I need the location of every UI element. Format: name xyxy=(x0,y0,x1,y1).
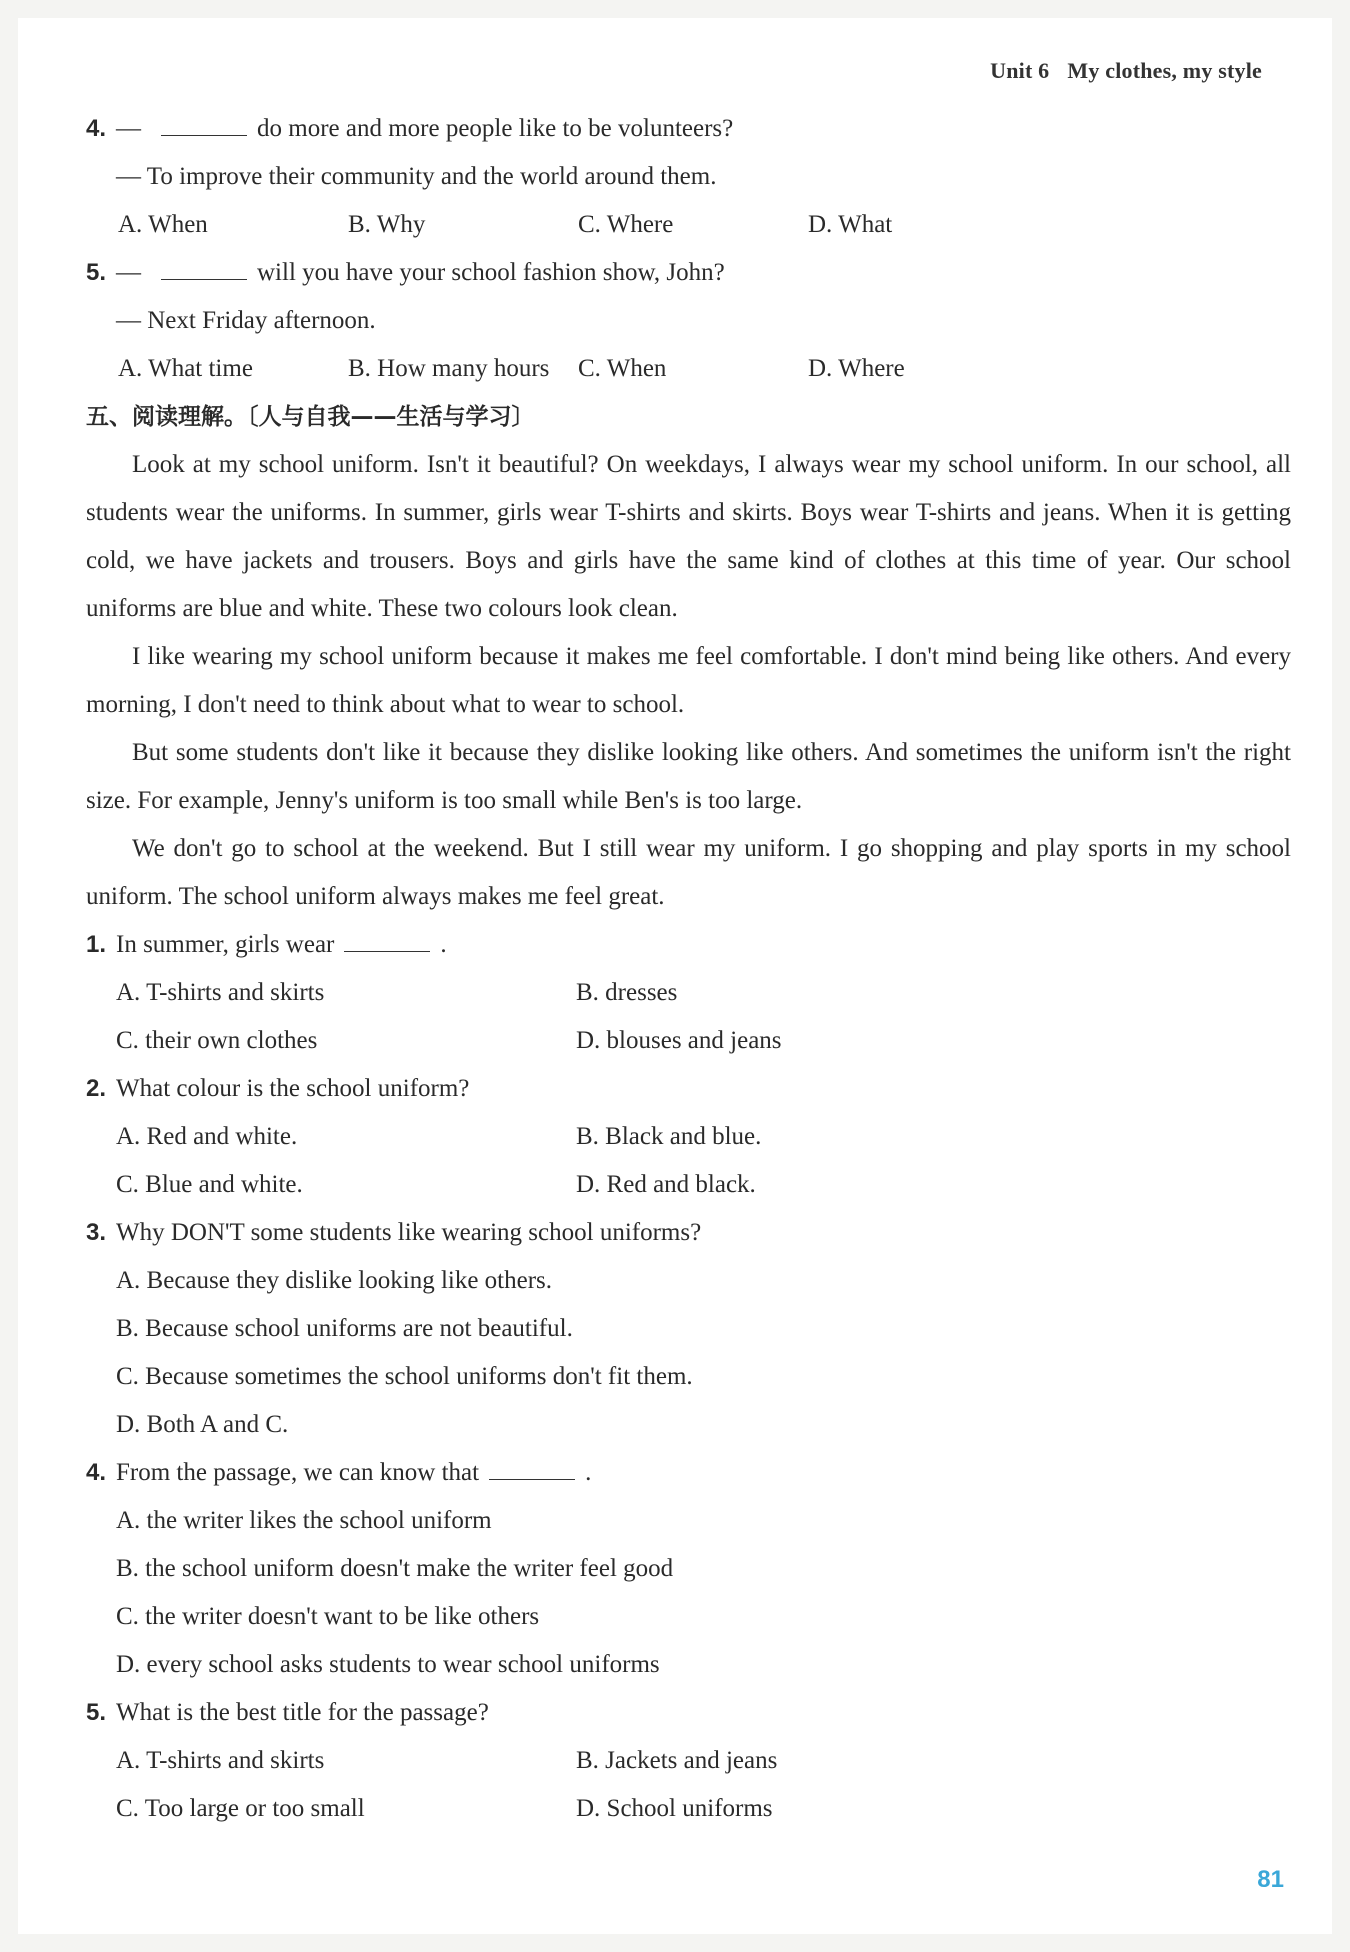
question-number: 4. xyxy=(86,115,107,142)
passage-paragraph: We don't go to school at the weekend. But I still wear my uniform. I go shopping and play sports in my school uniform. The school uniform always makes me feel great. xyxy=(86,835,1291,910)
question-stem xyxy=(86,1449,1291,1497)
page-header xyxy=(972,58,1262,84)
answer-line: — Next Friday afternoon. xyxy=(116,307,376,334)
option: D. Where xyxy=(808,355,905,382)
question-stem xyxy=(86,249,1291,297)
question-block xyxy=(86,105,1291,249)
question-text: will you have your school fashion show, John? xyxy=(257,259,725,286)
question-stem xyxy=(86,1065,1291,1113)
options-row xyxy=(86,201,1291,249)
options-row xyxy=(86,1161,1291,1209)
option: C. When xyxy=(578,355,667,382)
option: A. T-shirts and skirts xyxy=(116,979,325,1006)
question-text: From the passage, we can know that xyxy=(116,1459,480,1486)
question-stem xyxy=(86,921,1291,969)
page xyxy=(18,18,1332,1934)
questions-list xyxy=(86,921,1291,1833)
content xyxy=(86,105,1291,1833)
options-row xyxy=(86,1017,1291,1065)
question-number: 2. xyxy=(86,1075,107,1102)
question-text: Why DON'T some students like wearing school uniforms? xyxy=(116,1219,702,1246)
question-stem xyxy=(86,105,1291,153)
passage-paragraph: I like wearing my school uniform because it makes me feel comfortable. I don't mind being like others. And every morning, I don't need to think about what to wear to school. xyxy=(86,643,1291,718)
question-text: In summer, girls wear xyxy=(116,931,335,958)
option: C. the writer doesn't want to be like others xyxy=(116,1603,540,1630)
option: C. Too large or too small xyxy=(116,1795,365,1822)
passage-paragraph: Look at my school uniform. Isn't it beautiful? On weekdays, I always wear my school uniform. In our school, all students wear the uniforms. In summer, girls wear T-shirts and skirts. Boys wear T-shirts and jeans. When it is getting cold, we have jackets and trousers. Boys and girls have the same kind of clothes at this time of year. Our school uniforms are blue and white. These two colours look clean. xyxy=(86,451,1291,622)
question-number: 3. xyxy=(86,1219,107,1246)
question-block xyxy=(86,1209,1291,1449)
question-block xyxy=(86,249,1291,393)
option: C. their own clothes xyxy=(116,1027,318,1054)
question-number: 1. xyxy=(86,931,107,958)
option: D. Red and black. xyxy=(576,1171,756,1198)
options-row xyxy=(86,1737,1291,1785)
option: D. blouses and jeans xyxy=(576,1027,782,1054)
option: C. Where xyxy=(578,211,674,238)
section-title: 五、阅读理解。〔人与自我——生活与学习〕 xyxy=(86,404,535,430)
question-block xyxy=(86,1065,1291,1209)
option: A. What time xyxy=(118,355,253,382)
question-block xyxy=(86,921,1291,1065)
options-row xyxy=(86,345,1291,393)
option: B. Why xyxy=(348,211,426,238)
question-number: 5. xyxy=(86,1699,107,1726)
option: A. When xyxy=(118,211,208,238)
options-row xyxy=(86,969,1291,1017)
question-text: What is the best title for the passage? xyxy=(116,1699,489,1726)
option: D. Both A and C. xyxy=(116,1411,289,1438)
question-tail: . xyxy=(440,931,447,958)
option: B. dresses xyxy=(576,979,678,1006)
answer-blank xyxy=(489,1457,575,1480)
options-row xyxy=(86,1113,1291,1161)
page-number: 81 xyxy=(1257,1866,1284,1893)
option: A. Red and white. xyxy=(116,1123,298,1150)
unit-label: Unit 6 xyxy=(990,58,1050,83)
question-stem xyxy=(86,1689,1291,1737)
option: B. Jackets and jeans xyxy=(576,1747,778,1774)
options-row xyxy=(86,1785,1291,1833)
question-text: What colour is the school uniform? xyxy=(116,1075,470,1102)
passage-paragraph: But some students don't like it because they dislike looking like others. And sometimes the uniform isn't the right size. For example, Jenny's uniform is too small while Ben's is too large. xyxy=(86,739,1291,814)
question-stem xyxy=(86,1209,1291,1257)
answer-line: — To improve their community and the world around them. xyxy=(116,163,717,190)
option: B. Black and blue. xyxy=(576,1123,762,1150)
option: D. School uniforms xyxy=(576,1795,773,1822)
answer-blank xyxy=(161,113,247,136)
option: D. What xyxy=(808,211,893,238)
answer-blank xyxy=(161,257,247,280)
option: B. How many hours xyxy=(348,355,550,382)
option: A. T-shirts and skirts xyxy=(116,1747,325,1774)
option: D. every school asks students to wear school uniforms xyxy=(116,1651,660,1678)
question-number: 4. xyxy=(86,1459,107,1486)
question-block xyxy=(86,1449,1291,1689)
option: B. the school uniform doesn't make the writer feel good xyxy=(116,1555,674,1582)
question-number: 5. xyxy=(86,259,107,286)
question-block xyxy=(86,1689,1291,1833)
option: A. Because they dislike looking like others. xyxy=(116,1267,553,1294)
option: A. the writer likes the school uniform xyxy=(116,1507,492,1534)
dash: — xyxy=(116,115,141,142)
option: C. Blue and white. xyxy=(116,1171,303,1198)
question-tail: . xyxy=(585,1459,592,1486)
question-text: do more and more people like to be volunteers? xyxy=(257,115,734,142)
option: C. Because sometimes the school uniforms don't fit them. xyxy=(116,1363,693,1390)
answer-blank xyxy=(344,929,430,952)
unit-title: My clothes, my style xyxy=(1067,58,1262,83)
dash: — xyxy=(116,259,141,286)
option: B. Because school uniforms are not beautiful. xyxy=(116,1315,573,1342)
